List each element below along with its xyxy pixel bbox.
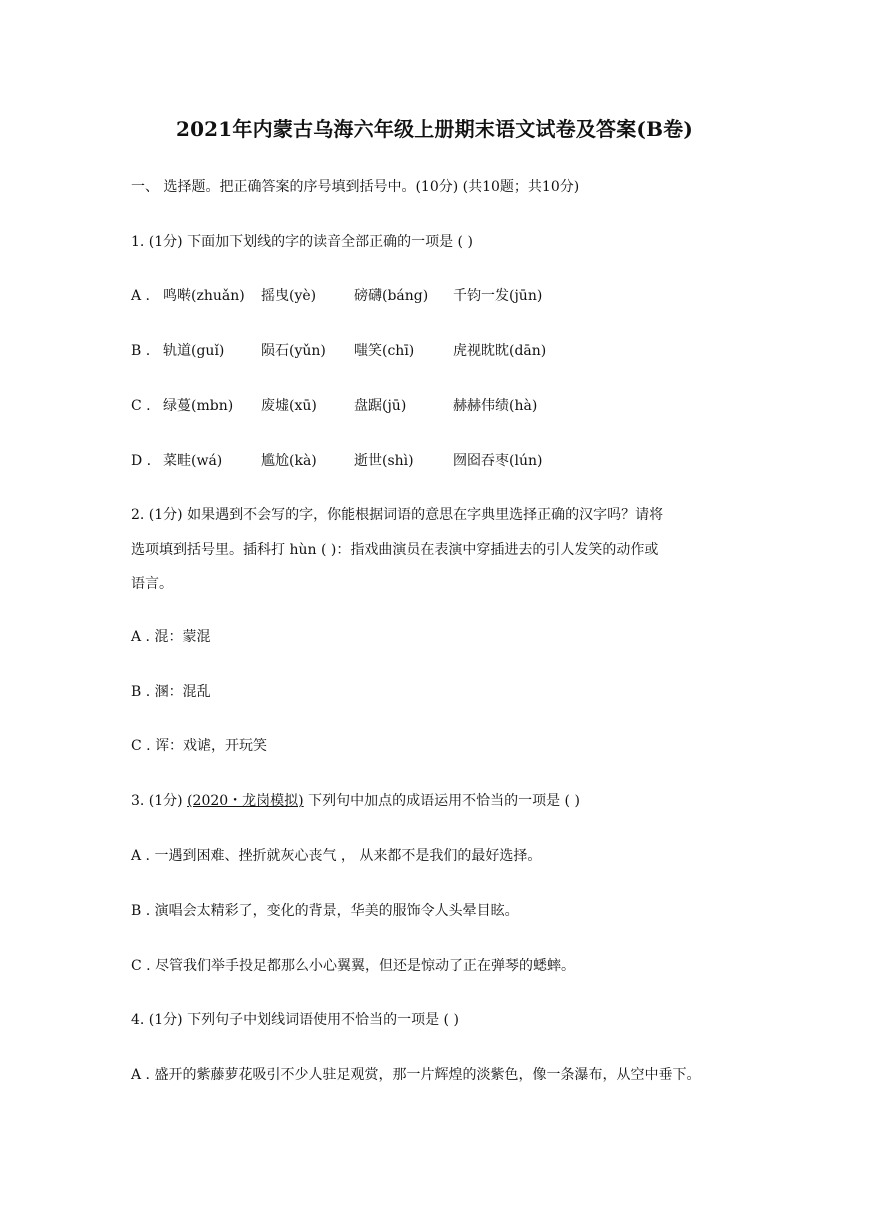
option-item: 菜畦(wá) — [163, 453, 223, 469]
option-item: 陨石(yǔn) — [261, 343, 326, 359]
question-3-text: 下列句中加点的成语运用不恰当的一项是 ( ) — [303, 793, 580, 809]
option-item: 嗤笑(chī) — [354, 343, 415, 359]
question-2-stem-line-2: 选项填到括号里。插科打 hùn ( )：指戏曲演员在表演中穿插进去的引人发笑的动作或 — [131, 542, 659, 558]
option-item: 盘踞(jū) — [354, 398, 407, 414]
question-2-option-c: C . 诨：戏谑，开玩笑 — [131, 738, 268, 754]
option-item: 鸣啭(zhuǎn) — [163, 288, 245, 304]
option-item: 磅礴(báng) — [354, 288, 429, 304]
option-label: A . — [131, 288, 151, 304]
option-item: 尴尬(kà) — [261, 453, 317, 469]
question-3-option-a: A . 一遇到困难、挫折就灰心丧气 ， 从来都不是我们的最好选择。 — [131, 848, 542, 864]
section-heading: 一、 选择题。把正确答案的序号填到括号中。(10分) (共10题；共10分) — [131, 179, 580, 195]
question-3-number: 3. (1分) — [131, 793, 188, 809]
option-item: 轨道(guǐ) — [163, 343, 225, 359]
option-item: 囫囵吞枣(lún) — [453, 453, 543, 469]
option-item: 千钧一发(jūn) — [453, 288, 543, 304]
option-item: 绿蔓(mbn) — [163, 398, 234, 414]
option-item: 摇曳(yè) — [261, 288, 317, 304]
question-1-stem: 1. (1分) 下面加下划线的字的读音全部正确的一项是 ( ) — [131, 234, 473, 250]
question-3-option-c: C . 尽管我们举手投足都那么小心翼翼，但还是惊动了正在弹琴的蟋蟀。 — [131, 958, 576, 974]
question-2-stem-line-1: 2. (1分) 如果遇到不会写的字，你能根据词语的意思在字典里选择正确的汉字吗？请将 — [131, 507, 664, 523]
question-4-option-a: A . 盛开的紫藤萝花吸引不少人驻足观赏，那一片辉煌的淡紫色，像一条瀑布，从空中垂下。 — [131, 1067, 701, 1083]
option-item: 废墟(xū) — [261, 398, 317, 414]
page-title: 2021年内蒙古乌海六年级上册期末语文试卷及答案(B卷) — [175, 117, 694, 141]
question-4-stem: 4. (1分) 下列句子中划线词语使用不恰当的一项是 ( ) — [131, 1012, 459, 1028]
question-2-stem-line-3: 语言。 — [131, 576, 173, 592]
option-item: 虎视眈眈(dān) — [453, 343, 547, 359]
option-item: 逝世(shì) — [354, 453, 414, 469]
question-2-option-b: B . 溷：混乱 — [131, 684, 211, 700]
question-3-stem — [131, 792, 580, 810]
option-label: C . — [131, 398, 151, 414]
option-item: 赫赫伟绩(hà) — [453, 398, 538, 414]
question-2-option-a: A . 混：蒙混 — [131, 629, 211, 645]
question-3-source-link[interactable]: (2020・龙岗模拟) — [187, 793, 304, 809]
question-3-option-b: B . 演唱会太精彩了，变化的背景，华美的服饰令人头晕目眩。 — [131, 903, 519, 919]
option-label: D . — [131, 453, 152, 469]
option-label: B . — [131, 343, 151, 359]
